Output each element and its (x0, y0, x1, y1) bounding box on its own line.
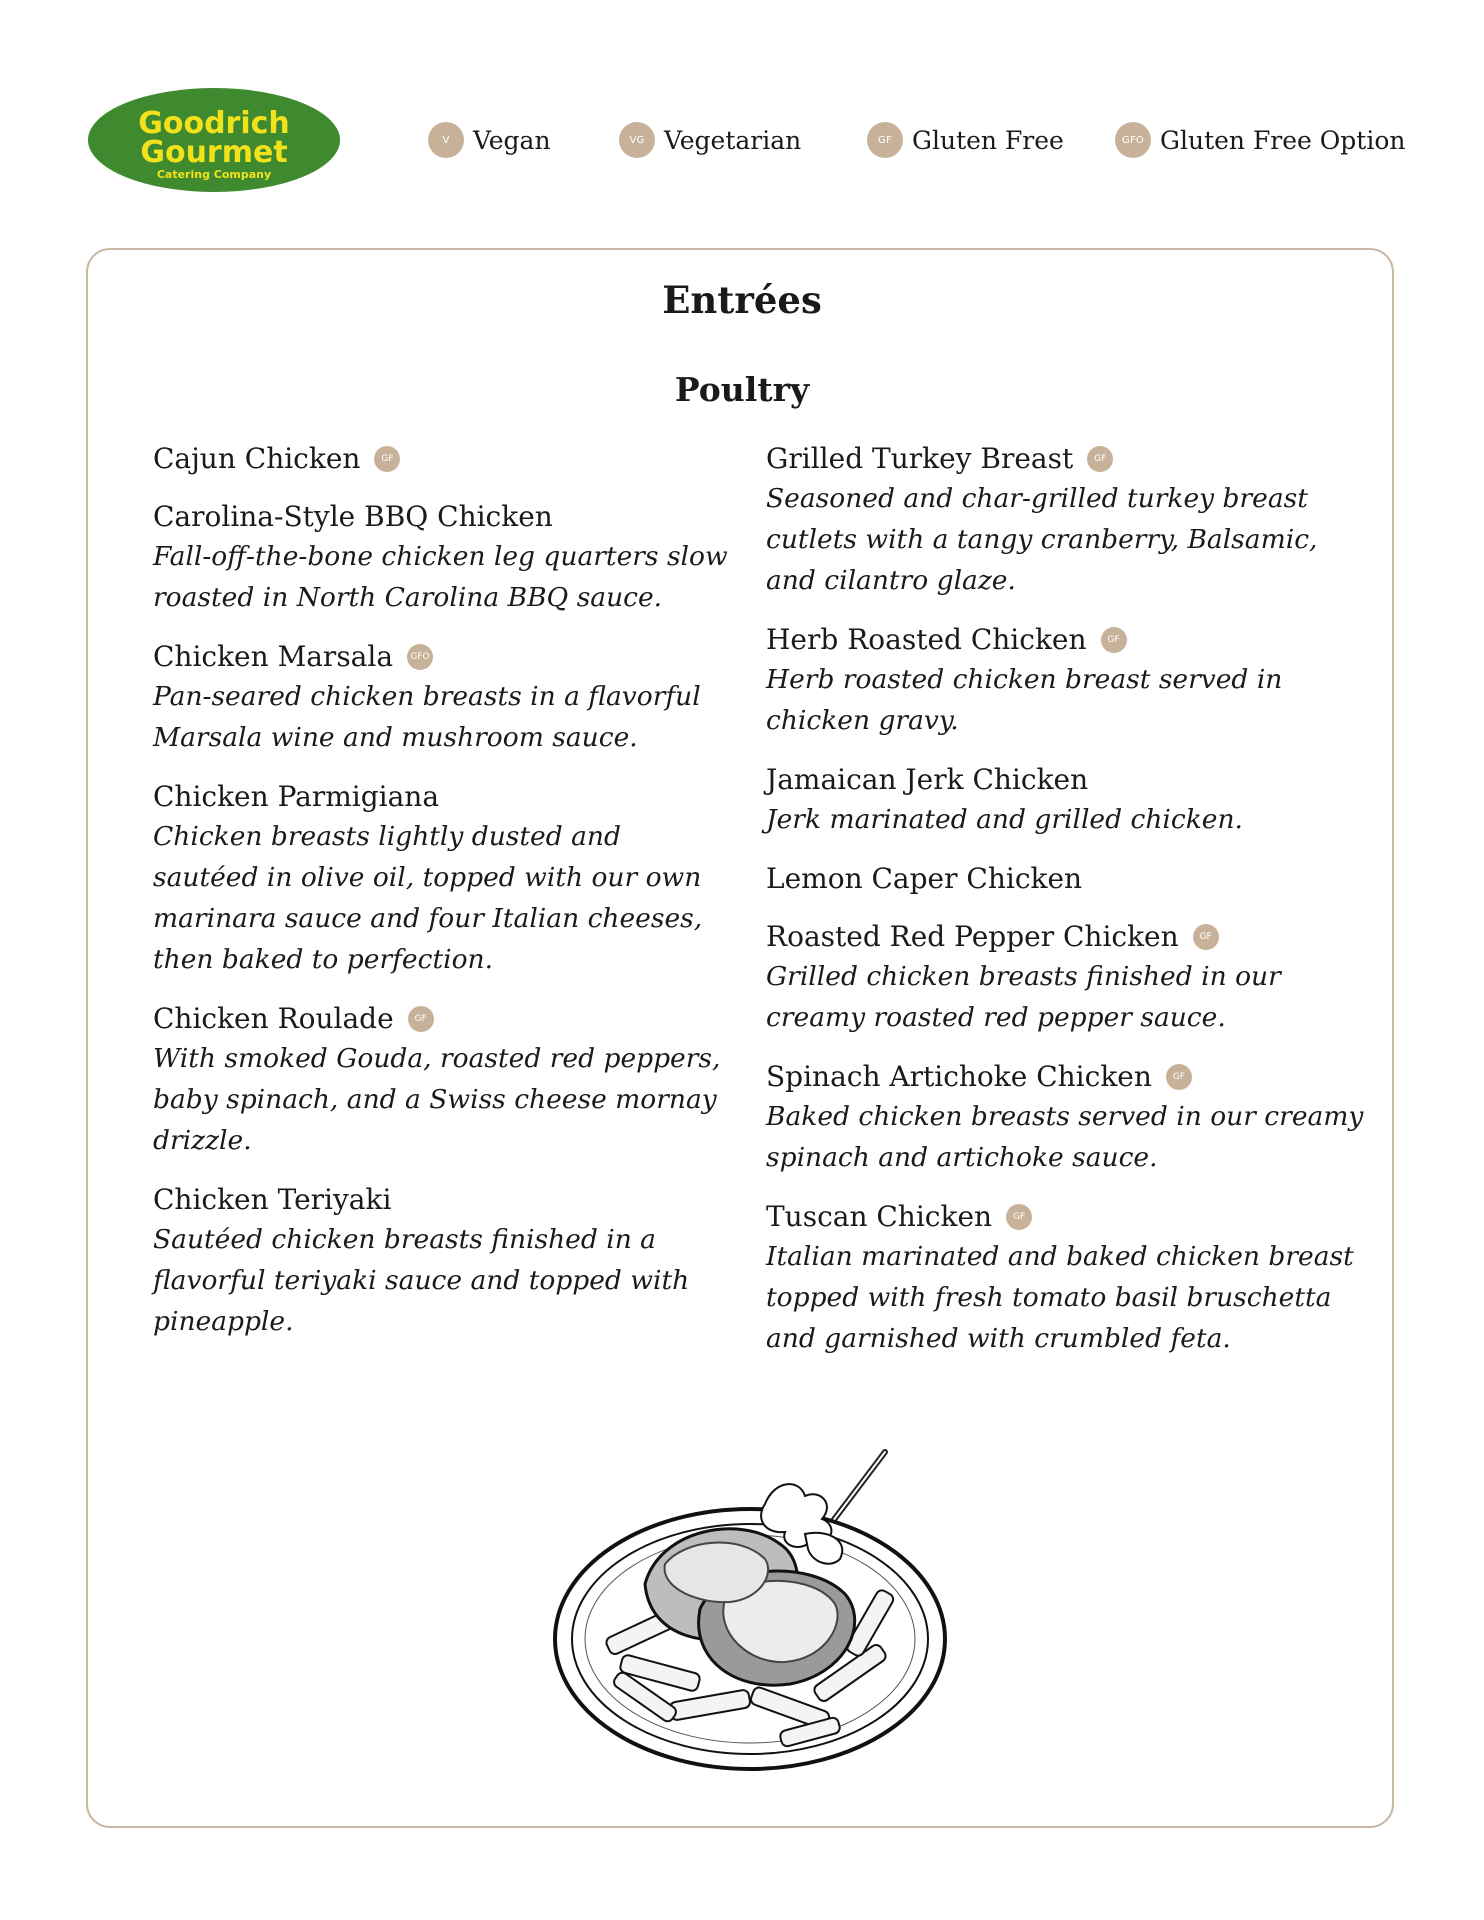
chicken-parmigiana-plate-illustration (550, 1434, 950, 1784)
menu-item (153, 778, 733, 980)
menu-item (153, 440, 733, 478)
gluten-free-tag-icon: GF (1166, 1064, 1192, 1090)
item-description: Jerk marinated and grilled chicken. (766, 804, 1243, 835)
legend-label: Vegetarian (664, 125, 802, 155)
item-name: Chicken Roulade (153, 1002, 394, 1035)
item-description: Fall-off-the-bone chicken leg quarters slow roasted in North Carolina BBQ sauce. (153, 541, 728, 613)
gluten-free-tag-icon: GF (1193, 924, 1219, 950)
item-name: Carolina-Style BBQ Chicken (153, 500, 553, 533)
legend-label: Vegan (473, 125, 551, 155)
item-name: Herb Roasted Chicken (766, 623, 1087, 656)
menu-item (766, 1198, 1366, 1359)
item-name: Chicken Teriyaki (153, 1183, 392, 1216)
legend-label: Gluten Free Option (1160, 125, 1406, 155)
legend-gluten-free (867, 120, 1064, 160)
logo-line1: Goodrich (138, 106, 290, 141)
item-description: Pan-seared chicken breasts in a flavorful Marsala wine and mushroom sauce. (153, 681, 701, 753)
menu-item (766, 440, 1366, 601)
item-name: Chicken Parmigiana (153, 780, 440, 813)
logo-line2: Gourmet (140, 135, 288, 170)
menu-item (766, 918, 1366, 1038)
item-description: Seasoned and char-grilled turkey breast cutlets with a tangy cranberry, Balsamic, and cilantro glaze. (766, 483, 1318, 596)
item-name: Lemon Caper Chicken (766, 862, 1083, 895)
gluten-free-option-tag-icon: GFO (407, 644, 433, 670)
item-description: Italian marinated and baked chicken breast topped with fresh tomato basil bruschetta and garnished with crumbled feta. (766, 1241, 1354, 1354)
menu-column-right (766, 440, 1366, 1379)
menu-item (766, 761, 1366, 840)
section-title: Poultry (674, 370, 810, 409)
item-name: Chicken Marsala (153, 640, 394, 673)
item-name: Roasted Red Pepper Chicken (766, 920, 1179, 953)
gluten-free-option-badge-icon: GFO (1115, 122, 1151, 158)
item-name: Tuscan Chicken (766, 1200, 993, 1233)
item-name: Cajun Chicken (153, 442, 361, 475)
legend-label: Gluten Free (912, 125, 1064, 155)
legend-vegetarian (619, 120, 801, 160)
menu-column-left (153, 440, 733, 1362)
item-name: Jamaican Jerk Chicken (766, 763, 1089, 796)
dietary-legend (0, 120, 1484, 160)
gluten-free-tag-icon: GF (408, 1006, 434, 1032)
gluten-free-badge-icon: GF (867, 122, 903, 158)
item-description: Baked chicken breasts served in our creamy spinach and artichoke sauce. (766, 1101, 1364, 1173)
legend-gluten-free-option (1115, 120, 1405, 160)
item-name: Grilled Turkey Breast (766, 442, 1074, 475)
item-description: Sautéed chicken breasts finished in a flavorful teriyaki sauce and topped with pineapple. (153, 1224, 690, 1337)
legend-vegan (428, 120, 551, 160)
item-description: Grilled chicken breasts finished in our creamy roasted red pepper sauce. (766, 961, 1281, 1033)
item-name: Spinach Artichoke Chicken (766, 1060, 1152, 1093)
menu-item (153, 638, 733, 758)
gluten-free-tag-icon: GF (1006, 1204, 1032, 1230)
menu-item (153, 498, 733, 618)
item-description: With smoked Gouda, roasted red peppers, baby spinach, and a Swiss cheese mornay drizzle. (153, 1043, 721, 1156)
page-title: Entrées (662, 278, 822, 322)
menu-item (153, 1000, 733, 1161)
menu-item (153, 1181, 733, 1342)
vegan-badge-icon: V (428, 122, 464, 158)
menu-item (766, 621, 1366, 741)
menu-item (766, 1058, 1366, 1178)
gluten-free-tag-icon: GF (1101, 627, 1127, 653)
gluten-free-tag-icon: GF (374, 446, 400, 472)
item-description: Herb roasted chicken breast served in chicken gravy. (766, 664, 1283, 736)
item-description: Chicken breasts lightly dusted and sautéed in olive oil, topped with our own marinara sauce and four Italian cheeses, then baked to perfection. (153, 821, 703, 975)
gluten-free-tag-icon: GF (1087, 446, 1113, 472)
vegetarian-badge-icon: VG (619, 122, 655, 158)
menu-item (766, 860, 1366, 898)
logo-line3: Catering Company (156, 168, 272, 181)
